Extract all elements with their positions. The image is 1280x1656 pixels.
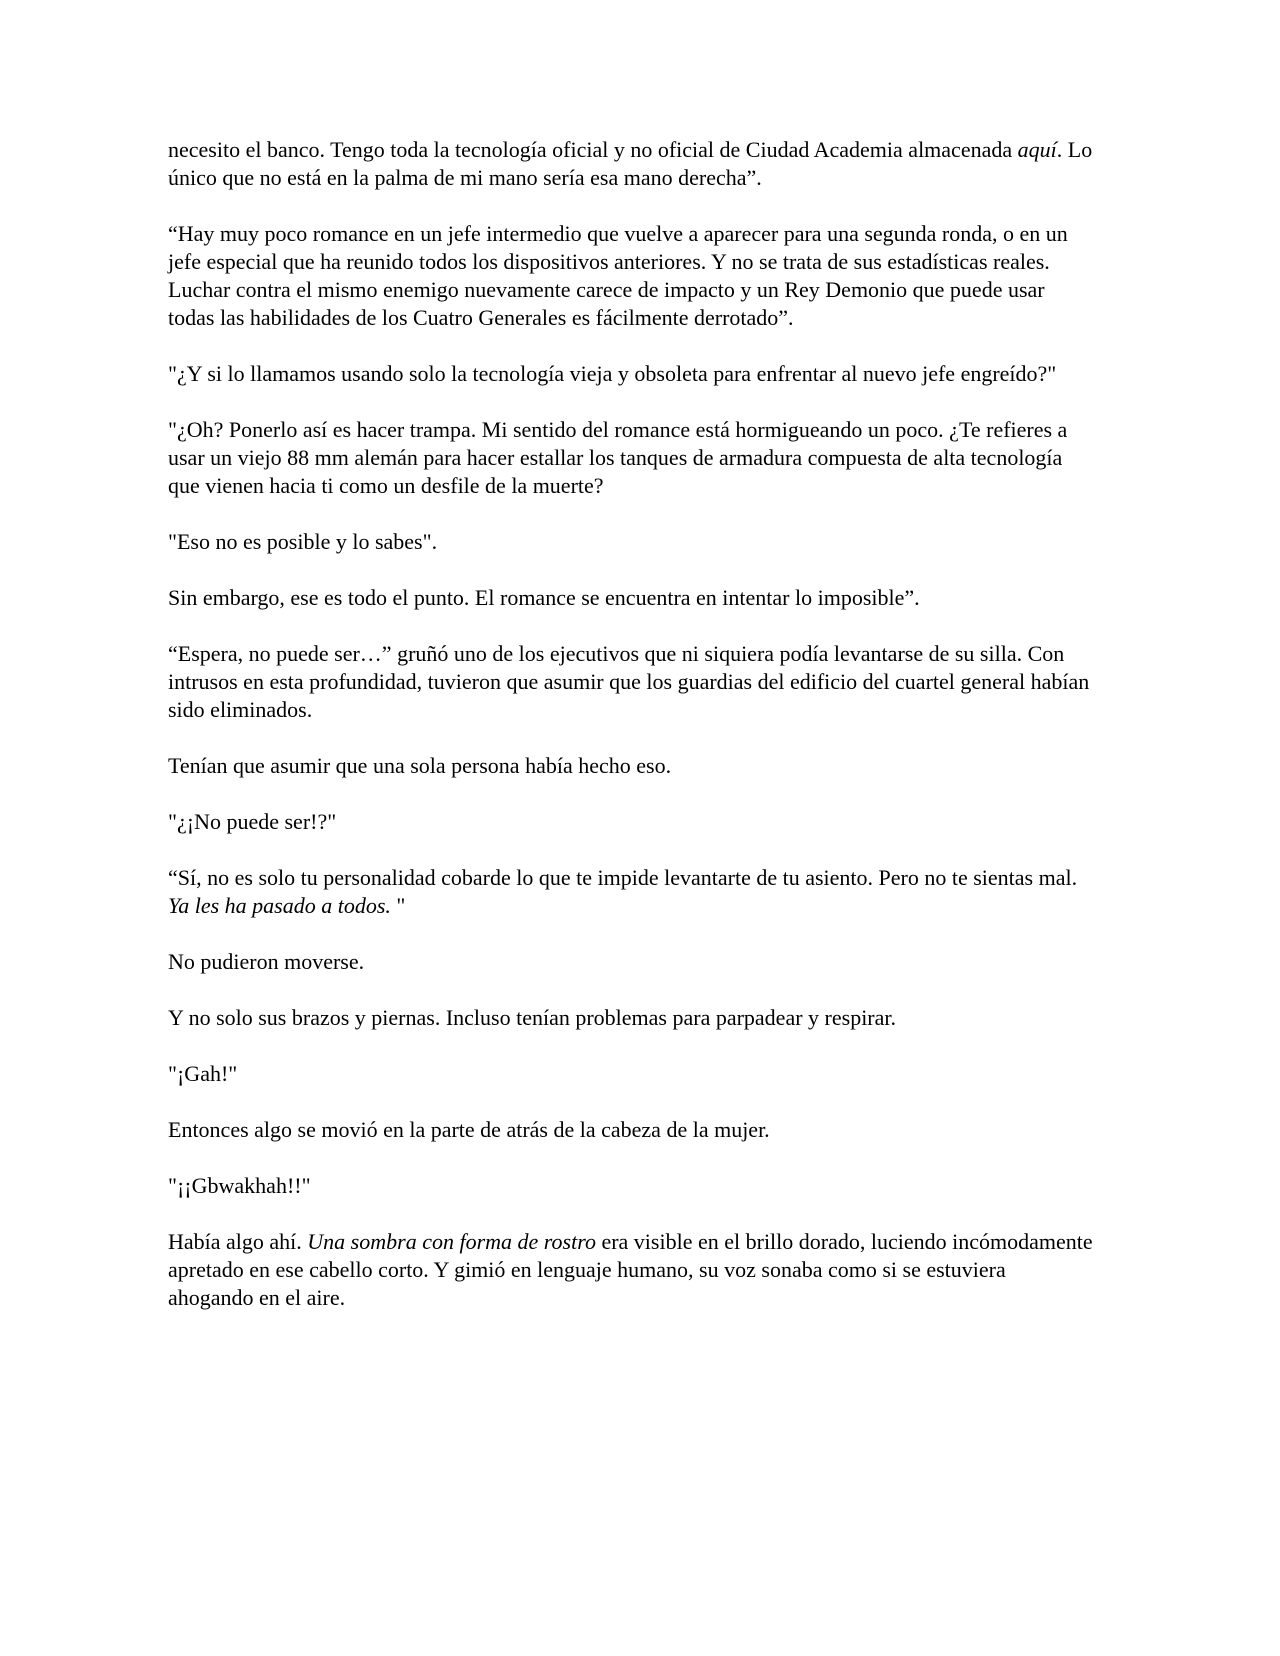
paragraph (168, 1228, 1093, 1312)
italic-text-run: Una sombra con forma de rostro (307, 1229, 596, 1254)
italic-text-run: aquí (1017, 137, 1057, 162)
paragraph (168, 416, 1093, 500)
paragraph (168, 584, 1093, 612)
paragraph (168, 528, 1093, 556)
paragraph (168, 864, 1093, 920)
paragraph (168, 1172, 1093, 1200)
text-run: "¿¡No puede ser!?" (168, 809, 337, 834)
paragraph (168, 360, 1093, 388)
text-run: “Sí, no es solo tu personalidad cobarde lo que te impide levantarte de tu asiento. Pero no te sientas mal. (168, 865, 1078, 890)
text-run: “Espera, no puede ser…” gruñó uno de los ejecutivos que ni siquiera podía levantarse de su silla. Con intrusos en esta profundidad, tuvieron que asumir que los guardias del edificio del cuartel general habían sido eliminados. (168, 641, 1090, 722)
paragraph (168, 640, 1093, 724)
paragraph (168, 1060, 1093, 1088)
text-run: . Lo único que no está en la palma de mi mano sería esa mano derecha”. (168, 137, 1093, 190)
text-run: Había algo ahí. (168, 1229, 308, 1254)
paragraph (168, 1116, 1093, 1144)
text-run: “Hay muy poco romance en un jefe intermedio que vuelve a aparecer para una segunda ronda, o en un jefe especial que ha reunido todos los dispositivos anteriores. Y no se trata de sus estadísticas reales. Luchar contra el mismo enemigo nuevamente carece de impacto y un Rey Demonio que puede usar todas las habilidades de los Cuatro Generales es fácilmente derrotado”. (168, 221, 1068, 330)
paragraph (168, 752, 1093, 780)
text-run: era visible en el brillo dorado, luciendo incómodamente apretado en ese cabello corto. Y gimió en lenguaje humano, su voz sonaba como si se estuviera ahogando en el aire. (168, 1229, 1093, 1310)
text-run: "Eso no es posible y lo sabes". (168, 529, 438, 554)
text-run: Y no solo sus brazos y piernas. Incluso tenían problemas para parpadear y respirar. (168, 1005, 897, 1030)
italic-text-run: Ya les ha pasado a todos. (168, 893, 391, 918)
document-text (168, 136, 1093, 1312)
text-run: " (390, 893, 406, 918)
paragraph (168, 136, 1093, 192)
text-run: Tenían que asumir que una sola persona había hecho eso. (168, 753, 672, 778)
paragraph (168, 220, 1093, 332)
text-run: No pudieron moverse. (168, 949, 365, 974)
paragraph (168, 948, 1093, 976)
text-run: Sin embargo, ese es todo el punto. El romance se encuentra en intentar lo imposible”. (168, 585, 920, 610)
paragraph (168, 1004, 1093, 1032)
text-run: "¿Oh? Ponerlo así es hacer trampa. Mi sentido del romance está hormigueando un poco. ¿Te refieres a usar un viejo 88 mm alemán para hacer estallar los tanques de armadura compuesta de alta tecnología que vienen hacia ti como un desfile de la muerte? (168, 417, 1068, 498)
text-run: "¿Y si lo llamamos usando solo la tecnología vieja y obsoleta para enfrentar al nuevo jefe engreído?" (168, 361, 1057, 386)
text-run: necesito el banco. Tengo toda la tecnología oficial y no oficial de Ciudad Academia almacenada (168, 137, 1018, 162)
paragraph (168, 808, 1093, 836)
text-run: "¡Gah!" (168, 1061, 238, 1086)
text-run: Entonces algo se movió en la parte de atrás de la cabeza de la mujer. (168, 1117, 770, 1142)
text-run: "¡¡Gbwakhah!!" (168, 1173, 311, 1198)
